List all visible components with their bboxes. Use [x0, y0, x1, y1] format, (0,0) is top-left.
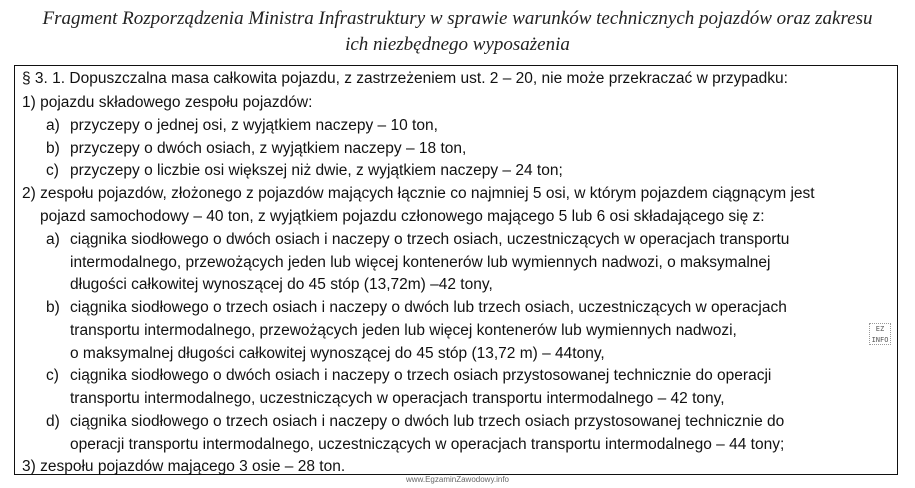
item-marker: c) [46, 367, 59, 384]
point-1b: przyczepy o dwóch osiach, z wyjątkiem naczepy – 18 ton, [70, 140, 467, 157]
item-marker: b) [46, 299, 60, 316]
paragraph-intro: § 3. 1. Dopuszczalna masa całkowita pojazdu, z zastrzeżeniem ust. 2 – 20, nie może przekraczać w przypadku: [22, 70, 788, 87]
point-1: 1) pojazdu składowego zespołu pojazdów: [22, 94, 313, 111]
point-3: 3) zespołu pojazdów mającego 3 osie – 28 ton. [22, 458, 346, 475]
point-1c: przyczepy o liczbie osi większej niż dwie, z wyjątkiem naczepy – 24 ton; [70, 162, 563, 179]
point-2b-line-1: ciągnika siodłowego o trzech osiach i naczepy o dwóch lub trzech osiach, uczestniczących w operacjach [70, 299, 787, 316]
item-marker: a) [46, 231, 60, 248]
document-title [0, 6, 915, 58]
point-2-line-1: 2) zespołu pojazdów, złożonego z pojazdów mających łącznie co najmniej 5 osi, w którym pojazdem ciągnącym jest [22, 185, 815, 202]
point-2d-line-2: operacji transportu intermodalnego, uczestniczących w operacjach transportu intermodalnego – 44 tony; [70, 436, 785, 453]
qr-code-icon: EZ INFO [869, 323, 891, 345]
point-2c-line-2: transportu intermodalnego, uczestniczących w operacjach transportu intermodalnego – 42 tony, [70, 390, 725, 407]
point-2a-line-3: długości całkowitej wynoszącej do 45 stóp (13,72m) –42 tony, [70, 276, 493, 293]
point-2c-line-1: ciągnika siodłowego o dwóch osiach i naczepy o trzech osiach przystosowanej technicznie do operacji [70, 367, 772, 384]
item-marker: c) [46, 162, 59, 179]
point-2a-line-2: intermodalnego, przewożących jeden lub więcej kontenerów lub wymiennych nadwozi, o maksymalnej [70, 254, 771, 271]
item-marker: b) [46, 140, 60, 157]
item-marker: d) [46, 413, 60, 430]
point-1a: przyczepy o jednej osi, z wyjątkiem naczepy – 10 ton, [70, 117, 438, 134]
point-2d-line-1: ciągnika siodłowego o trzech osiach i naczepy o dwóch lub trzech osiach przystosowanej technicznie do [70, 413, 785, 430]
point-2b-line-3: o maksymalnej długości całkowitej wynoszącej do 45 stóp (13,72 m) – 44tony, [70, 345, 605, 362]
title-line-2: ich niezbędnego wyposażenia [345, 34, 570, 55]
point-2-line-2: pojazd samochodowy – 40 ton, z wyjątkiem pojazdu członowego mającego 5 lub 6 osi składającego się z: [40, 208, 765, 225]
point-2a-line-1: ciągnika siodłowego o dwóch osiach i naczepy o trzech osiach, uczestniczących w operacjach transportu [70, 231, 790, 248]
item-marker: a) [46, 117, 60, 134]
title-line-1: Fragment Rozporządzenia Ministra Infrastruktury w sprawie warunków technicznych pojazdów oraz zakresu [42, 8, 873, 29]
watermark: www.EgzaminZawodowy.info [405, 475, 509, 484]
point-2b-line-2: transportu intermodalnego, przewożących jeden lub więcej kontenerów lub wymiennych nadwozi, [70, 322, 737, 339]
